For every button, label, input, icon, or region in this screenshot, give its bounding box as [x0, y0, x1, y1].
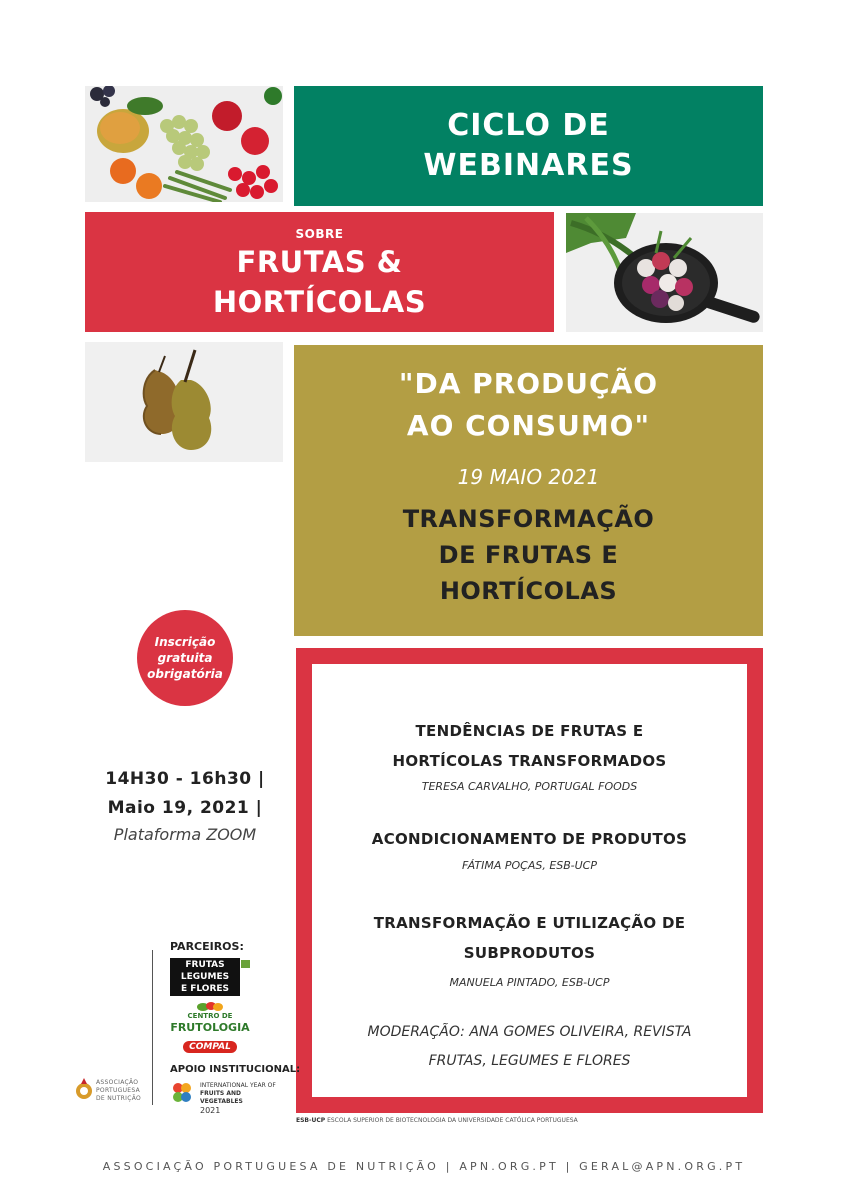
badge-line3: obrigatória — [147, 667, 223, 681]
theme-topic-line3: HORTÍCOLAS — [439, 577, 618, 605]
badge-line1: Inscrição — [154, 635, 216, 649]
badge-line2: gratuita — [157, 651, 213, 665]
logo1-line3: E FLORES — [180, 984, 230, 994]
talk-1-title-line2: HORTÍCOLAS TRANSFORMADOS — [392, 752, 667, 770]
theme-quote — [294, 363, 763, 447]
partners-divider — [152, 950, 153, 1105]
esb-footnote — [296, 1117, 578, 1124]
radishes-photo — [566, 213, 763, 332]
theme-topic — [294, 501, 763, 609]
frutas-legumes-flores-logo[interactable] — [170, 958, 240, 996]
talk-2-title — [312, 824, 747, 854]
theme-quote-line1: "DA PRODUÇÃO — [398, 367, 659, 400]
moderation-line2: FRUTAS, LEGUMES E FLORES — [428, 1053, 631, 1069]
apn-logo-line1: ASSOCIAÇÃO — [96, 1079, 139, 1086]
event-platform: Plataforma ZOOM — [113, 825, 257, 844]
iyfv-logo-line1: INTERNATIONAL YEAR OF — [200, 1082, 276, 1089]
fruits-photo — [85, 86, 283, 202]
support-title: APOIO INSTITUCIONAL: — [170, 1064, 301, 1075]
iyfv-logo[interactable] — [170, 1080, 280, 1115]
logo2-line1: CENTRO DE — [187, 1012, 233, 1020]
subject-band — [85, 212, 554, 332]
iyfv-mark-icon — [170, 1080, 194, 1106]
iyfv-logo-line3: 2021 — [200, 1106, 221, 1115]
talk-2-speaker: FÁTIMA POÇAS, ESB-UCP — [462, 859, 597, 872]
talk-1-title — [312, 716, 747, 776]
moderation-line1: MODERAÇÃO: ANA GOMES OLIVEIRA, REVISTA — [367, 1024, 692, 1040]
registration-badge[interactable] — [137, 610, 233, 706]
logo2-line3: COMPAL — [183, 1041, 237, 1053]
apn-logo-line2: PORTUGUESA — [96, 1087, 140, 1094]
theme-box — [294, 345, 763, 636]
subject-prefix: SOBRE — [295, 227, 344, 241]
centro-frutologia-logo[interactable] — [170, 1002, 250, 1056]
logo1-line1: FRUTAS — [185, 960, 225, 970]
event-info — [85, 765, 285, 847]
series-title-line1: CICLO DE — [447, 108, 610, 143]
subject-title-line1: FRUTAS & — [236, 245, 403, 279]
talk-1-title-line1: TENDÊNCIAS DE FRUTAS E — [415, 722, 644, 740]
talk-3-title-line2: SUBPRODUTOS — [463, 944, 596, 962]
moderation — [312, 1018, 747, 1076]
series-title-box — [294, 86, 763, 206]
theme-topic-line1: TRANSFORMAÇÃO — [402, 505, 655, 533]
talk-3-title — [312, 908, 747, 968]
subject-title-line2: HORTÍCOLAS — [212, 285, 427, 319]
apn-logo-line3: DE NUTRIÇÃO — [96, 1095, 142, 1102]
apn-logo[interactable] — [74, 1076, 146, 1106]
talk-1-speaker: TERESA CARVALHO, PORTUGAL FOODS — [421, 780, 638, 793]
iyfv-logo-line2: FRUITS AND VEGETABLES — [200, 1090, 243, 1105]
talk-2-title-line1: ACONDICIONAMENTO DE PRODUTOS — [371, 830, 688, 848]
event-date: Maio 19, 2021 | — [107, 798, 263, 818]
talk-3-speaker: MANUELA PINTADO, ESB-UCP — [449, 976, 610, 989]
program-inner — [312, 664, 747, 1097]
event-time: 14H30 - 16h30 | — [105, 769, 265, 789]
theme-date: 19 MAIO 2021 — [457, 465, 600, 489]
apn-mark-icon — [74, 1076, 94, 1104]
logo2-line2: FRUTOLOGIA — [170, 1021, 250, 1034]
logo1-badge-icon — [241, 960, 250, 968]
theme-quote-line2: AO CONSUMO" — [406, 409, 651, 442]
partners-title: PARCEIROS: — [170, 940, 244, 953]
footnote-abbr: ESB-UCP — [296, 1117, 326, 1124]
footnote-text: ESCOLA SUPERIOR DE BIOTECNOLOGIA DA UNIVERSIDADE CATÓLICA PORTUGUESA — [327, 1117, 578, 1124]
leaf-icon — [195, 1002, 225, 1012]
theme-topic-line2: DE FRUTAS E — [438, 541, 619, 569]
program-box — [296, 648, 763, 1113]
series-title-line2: WEBINARES — [423, 148, 634, 183]
logo1-line2: LEGUMES — [180, 972, 230, 982]
footer-contact: ASSOCIAÇÃO PORTUGUESA DE NUTRIÇÃO | APN.ORG.PT | GERAL@APN.ORG.PT — [102, 1160, 746, 1173]
talk-3-title-line1: TRANSFORMAÇÃO E UTILIZAÇÃO DE — [373, 914, 686, 932]
pears-photo — [85, 342, 283, 462]
subject-title — [85, 242, 554, 322]
